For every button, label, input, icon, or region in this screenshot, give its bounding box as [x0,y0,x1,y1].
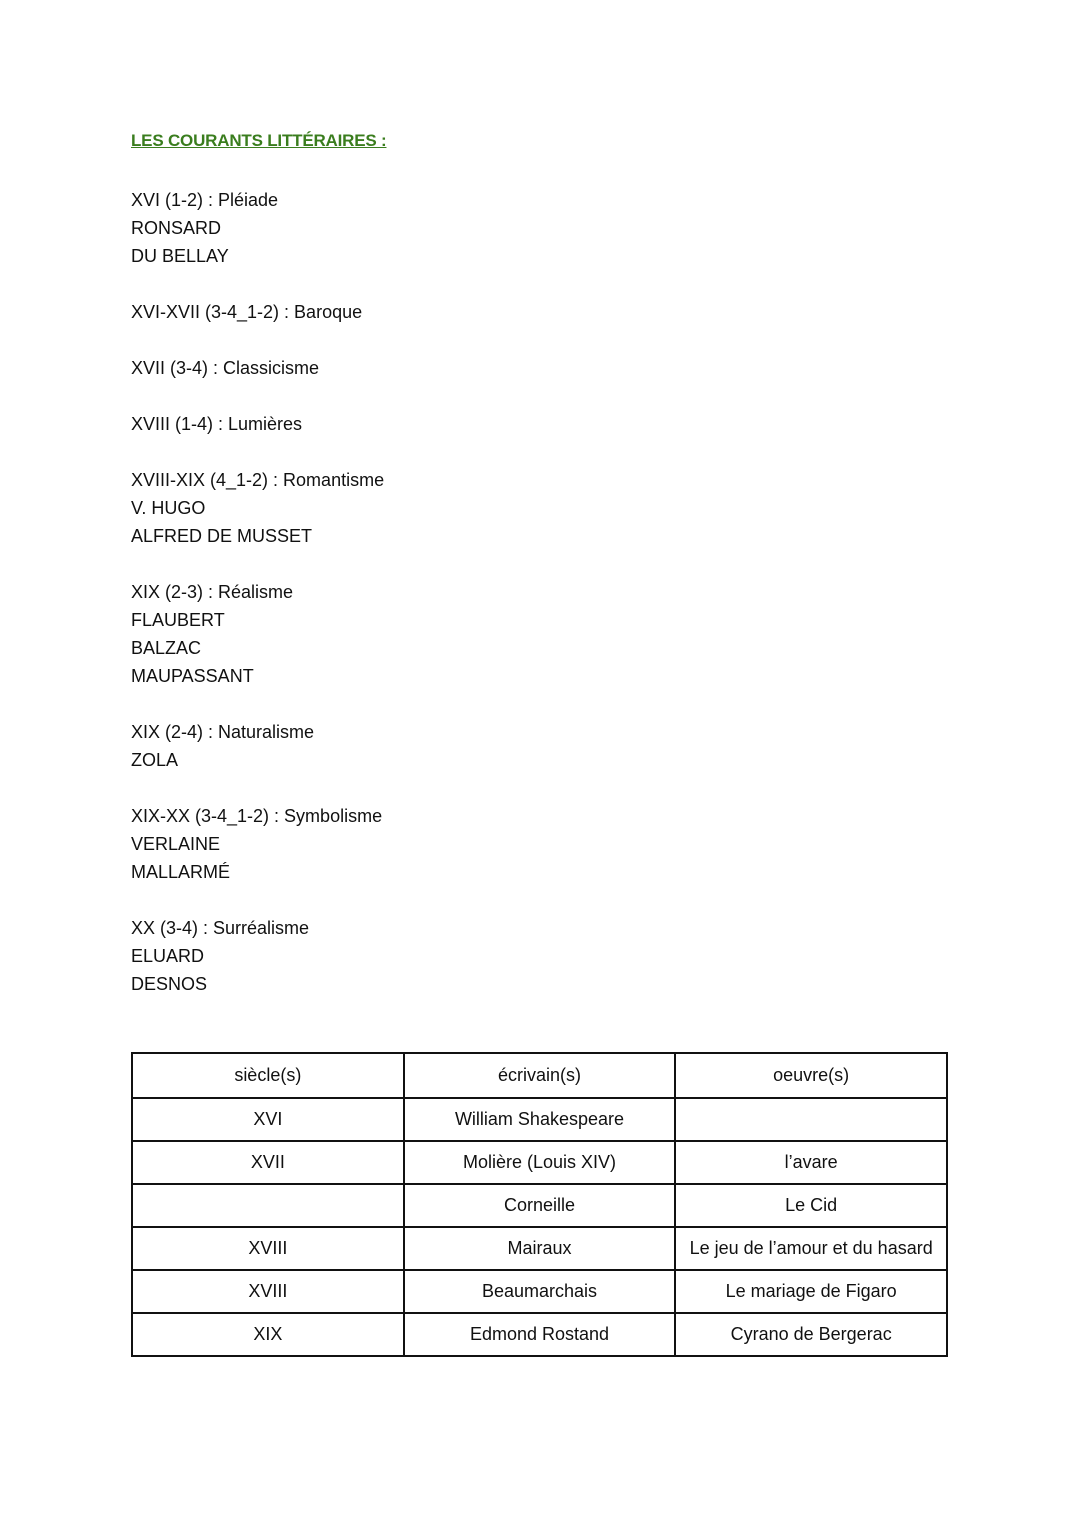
cell-siecle: XVII [132,1141,404,1184]
cell-ecrivain: Corneille [404,1184,676,1227]
movement-author: BALZAC [131,638,202,658]
cell-siecle: XIX [132,1313,404,1356]
table-row [132,1270,947,1313]
movement-group [131,466,384,550]
movement-author: ALFRED DE MUSSET [131,526,313,546]
movement-group [131,186,384,270]
cell-oeuvre: l’avare [675,1141,947,1184]
cell-ecrivain: Edmond Rostand [404,1313,676,1356]
movement-author: DESNOS [131,974,208,994]
header-oeuvre: oeuvre(s) [675,1053,947,1098]
movement-heading: XIX (2-4) : Naturalisme [131,722,315,742]
movement-author: RONSARD [131,218,222,238]
cell-oeuvre: Le mariage de Figaro [675,1270,947,1313]
cell-oeuvre: Le Cid [675,1184,947,1227]
cell-oeuvre: Le jeu de l’amour et du hasard [675,1227,947,1270]
movement-group [131,802,384,886]
movement-heading: XVI-XVII (3-4_1-2) : Baroque [131,302,363,322]
table-row [132,1184,947,1227]
movement-heading: XVIII-XIX (4_1-2) : Romantisme [131,470,385,490]
movement-author: MALLARMÉ [131,862,231,882]
movement-group [131,718,384,774]
movement-heading: XVI (1-2) : Pléiade [131,190,279,210]
table-row [132,1098,947,1141]
document-title: LES COURANTS LITTÉRAIRES : [131,131,387,150]
movement-author: DU BELLAY [131,246,229,266]
table-row [132,1313,947,1356]
table-row [132,1227,947,1270]
movement-heading: XVIII (1-4) : Lumières [131,414,303,434]
movement-author: FLAUBERT [131,610,225,630]
cell-ecrivain: Beaumarchais [404,1270,676,1313]
works-table [131,1052,948,1357]
movement-group [131,298,384,326]
movement-heading: XX (3-4) : Surréalisme [131,918,310,938]
movement-author: ZOLA [131,750,179,770]
movement-author: V. HUGO [131,498,206,518]
movement-group [131,410,384,438]
movement-group [131,354,384,382]
table-header-row [132,1053,947,1098]
movement-heading: XIX (2-3) : Réalisme [131,582,294,602]
cell-siecle [132,1184,404,1227]
cell-ecrivain: Molière (Louis XIV) [404,1141,676,1184]
movement-heading: XVII (3-4) : Classicisme [131,358,320,378]
cell-ecrivain: Mairaux [404,1227,676,1270]
table-row [132,1141,947,1184]
header-siecle: siècle(s) [132,1053,404,1098]
header-ecrivain: écrivain(s) [404,1053,676,1098]
movement-author: VERLAINE [131,834,221,854]
cell-ecrivain: William Shakespeare [404,1098,676,1141]
movements-list [131,186,384,1026]
movement-heading: XIX-XX (3-4_1-2) : Symbolisme [131,806,383,826]
cell-siecle: XVIII [132,1270,404,1313]
cell-siecle: XVIII [132,1227,404,1270]
movement-author: ELUARD [131,946,205,966]
movement-group [131,914,384,998]
movement-group [131,578,384,690]
cell-siecle: XVI [132,1098,404,1141]
movement-author: MAUPASSANT [131,666,254,686]
cell-oeuvre [675,1098,947,1141]
cell-oeuvre: Cyrano de Bergerac [675,1313,947,1356]
